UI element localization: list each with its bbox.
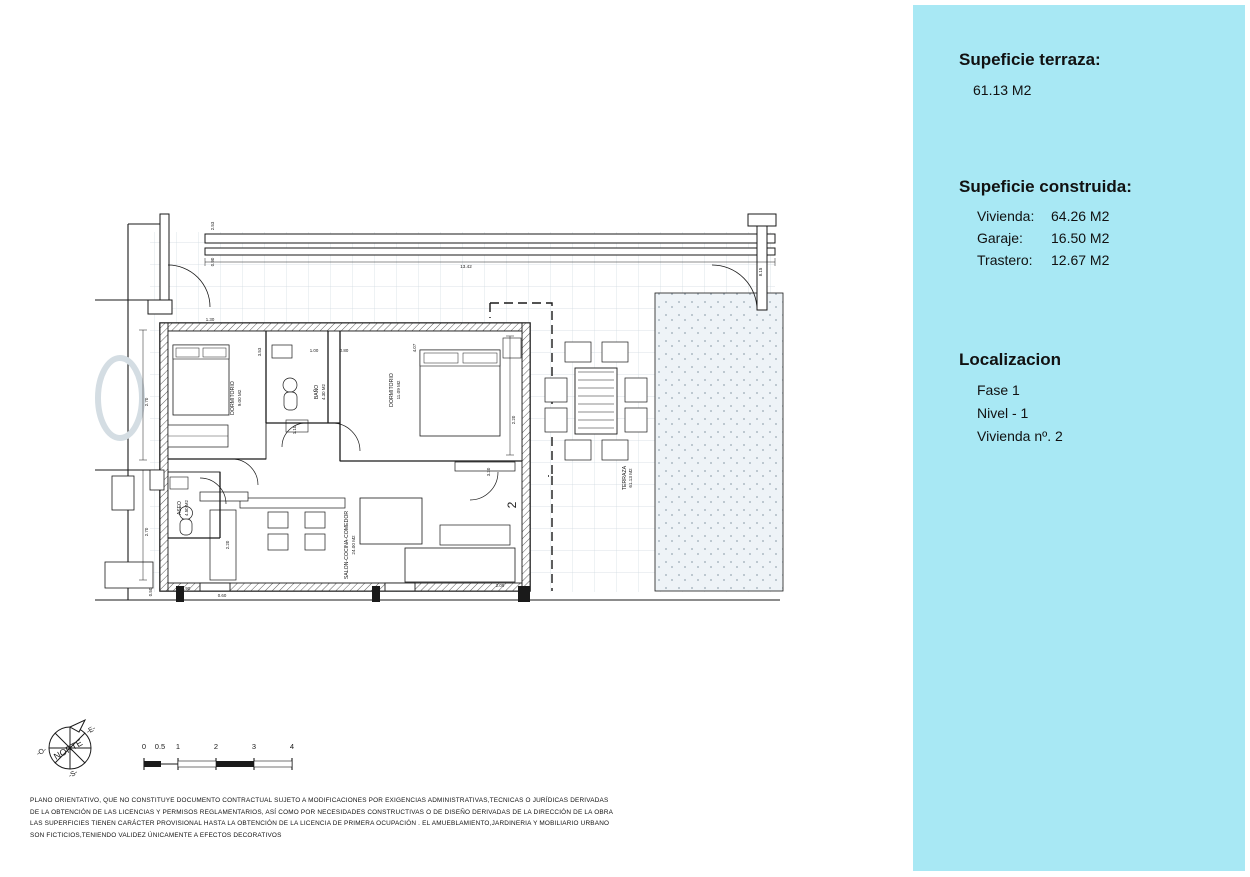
room-label-salon: SALON-COCINA-COMEDOR (344, 510, 350, 580)
dimension-label: 3.53 (257, 347, 262, 357)
room-label-terraza: TERRAZA (622, 465, 628, 491)
dimension-label: 0.90 (181, 586, 191, 591)
legal-disclaimer (30, 795, 630, 841)
dimension-label: 13.42 (460, 264, 472, 269)
built-row-trastero (977, 252, 1132, 268)
terrace-value: 61.13 M2 (973, 82, 1032, 98)
dimension-label: 2.20 (511, 415, 516, 425)
built-label-garaje: Garaje: (977, 230, 1023, 246)
dimension-label: 0.60 (217, 593, 227, 598)
north-arrow (30, 712, 140, 784)
scale-tick-label: 4 (289, 742, 295, 751)
room-label-dormitorio-1: DORMITORIO (230, 381, 236, 415)
dimension-label: 4.07 (412, 343, 417, 353)
north-label: NORTE (52, 737, 85, 762)
built-label-vivienda: Vivienda: (977, 208, 1035, 224)
room-label-bano: BAÑO (314, 384, 320, 400)
dimension-label: 1.30 (205, 317, 215, 322)
built-label-trastero: Trastero: (977, 252, 1033, 268)
legal-line: PLANO ORIENTATIVO, QUE NO CONSTITUYE DOCUMENTO CONTRACTUAL SUJETO A MODIFICACIONES POR EXIGENCIAS ADMINISTRATIVAS,TECNICAS O JURÍDICAS DERIVADAS (30, 797, 609, 804)
room-area-salon: 24.00 M2 (351, 535, 356, 555)
scale-bar (140, 740, 330, 776)
location-block (913, 350, 1063, 451)
scale-tick-label: 1 (175, 742, 181, 751)
scale-tick-label: 2 (213, 742, 219, 751)
north-mark-e: -E- (85, 724, 98, 736)
dimension-label: 2.70 (144, 397, 149, 407)
dimension-label: 1.10 (292, 425, 297, 435)
room-area-dormitorio-1: 9.00 M2 (237, 389, 242, 407)
legal-line: SON FICTICIOS,TENIENDO VALIDEZ ÚNICAMENTE A EFECTOS DECORATIVOS (30, 831, 282, 839)
built-value-garaje: 16.50 M2 (1051, 230, 1110, 246)
dimension-label: 2.53 (210, 221, 215, 231)
built-value-vivienda: 64.26 M2 (1051, 208, 1110, 224)
door-number-label: 2 (505, 501, 519, 509)
dimension-label: 8.15 (758, 267, 763, 277)
built-area-block (913, 177, 1132, 274)
location-fase: Fase 1 (977, 382, 1020, 398)
room-label-dormitorio-2: DORMITORIO (389, 373, 395, 407)
location-nivel: Nivel - 1 (977, 405, 1029, 421)
room-area-dormitorio-2: 11.09 M2 (396, 380, 401, 400)
dimension-label: 0.90 (210, 257, 215, 267)
north-mark-o: -O- (35, 746, 48, 758)
built-heading: Supeficie construida: (959, 177, 1132, 196)
legal-line: DE LA OBTENCIÓN DE LAS LICENCIAS Y PERMISOS REGLAMENTARIOS, ASÍ COMO POR NECESIDADES CONSTRUCTIVAS O DE DISEÑO DERIVADAS DE LA DIRECCIÓN DE LA OBRA (30, 808, 614, 816)
north-mark-s: -S- (67, 768, 80, 780)
info-panel (913, 5, 1245, 871)
room-area-bano: 4.30 M2 (321, 384, 326, 400)
location-vivienda: Vivienda nº. 2 (977, 428, 1063, 444)
dimension-label: 2.09 (495, 583, 505, 588)
terrace-heading: Supeficie terraza: (959, 50, 1101, 69)
legal-line: LAS SUPERFICIES TIENEN CARÁCTER PROVISIONAL HASTA LA OBTENCIÓN DE LA LICENCIA DE PRIMERA OCUPACIÓN . EL AMUEBLAMIENTO,JARDINERIA Y MOBILIARIO URBANO (30, 820, 610, 827)
dimension-label: 0.50 (148, 587, 153, 597)
room-area-terraza: 61.13 M2 (628, 468, 633, 488)
dimension-label: 1.00 (309, 348, 319, 353)
room-area-aseo: 4.50 M2 (184, 500, 189, 516)
scale-tick-label: 0 (141, 742, 147, 751)
dimension-label: 0.80 (339, 348, 349, 353)
built-row-garaje (977, 230, 1132, 246)
dimension-label: 3.30 (486, 467, 491, 477)
dimension-label: 2.70 (144, 527, 149, 537)
terrace-area-block (913, 50, 1101, 98)
built-value-trastero: 12.67 M2 (1051, 252, 1110, 268)
scale-tick-label: 0.5 (154, 742, 166, 751)
location-heading: Localizacion (959, 350, 1062, 369)
built-row-vivienda (977, 208, 1132, 224)
scale-tick-label: 3 (251, 742, 257, 751)
dimension-label: 2.20 (225, 540, 230, 550)
room-label-aseo: ASEO (177, 501, 183, 515)
